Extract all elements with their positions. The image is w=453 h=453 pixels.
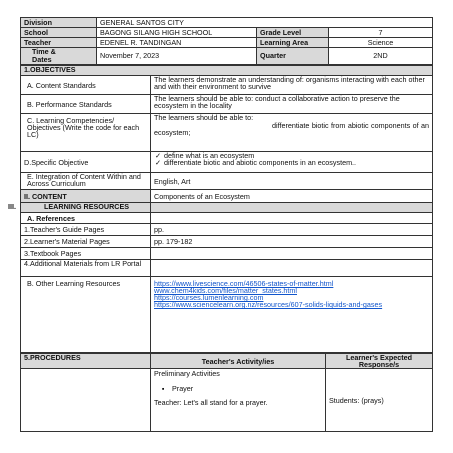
- additional-materials-label: 4.Additional Materials from LR Portal: [21, 260, 151, 277]
- objectives-heading: 1.OBJECTIVES: [21, 66, 433, 76]
- teacher-guide-label: 1.Teacher's Guide Pages: [21, 224, 151, 236]
- learner-material-value: pp. 179-182: [151, 236, 433, 248]
- resources-heading: LEARNING RESOURCES: [44, 202, 130, 211]
- header-table: [20, 17, 433, 65]
- time-label: Time &: [32, 47, 56, 56]
- competencies-value: [151, 114, 433, 152]
- teacher-line: Teacher: Let's all stand for a prayer.: [154, 398, 268, 407]
- division-label: Division: [21, 18, 97, 28]
- other-resources-links: [151, 277, 433, 353]
- additional-materials-value: [151, 260, 433, 277]
- learner-material-label: 2.Learner's Material Pages: [21, 236, 151, 248]
- preliminary-activities: Preliminary Activities: [154, 369, 220, 378]
- content-standards-label: A. Content Standards: [21, 76, 151, 95]
- references-value: [151, 213, 433, 224]
- resources-heading-blank: [151, 203, 433, 213]
- content-standards-value: The learners demonstrate an understanding of: organisms interacting with each other and with their environment to survive: [151, 76, 433, 95]
- division-value: GENERAL SANTOS CITY: [97, 18, 433, 28]
- procedures-label-blank: [21, 369, 151, 432]
- resources-roman: III.: [8, 202, 16, 211]
- time-value: November 7, 2023: [97, 48, 257, 65]
- textbook-label: 3.Textbook Pages: [21, 248, 151, 260]
- quarter-label: Quarter: [257, 48, 329, 65]
- resource-link[interactable]: https://www.livescience.com/46506-states-of-matter.html: [154, 279, 334, 288]
- competencies-intro: The learners should be able to:: [154, 113, 254, 122]
- teacher-value: EDENEL R. TANDINGAN: [97, 38, 257, 48]
- specific-objective-value: [151, 152, 433, 173]
- resource-link[interactable]: www.chem4kids.com/files/matter_states.html: [154, 286, 297, 295]
- area-value: Science: [329, 38, 433, 48]
- quarter-value: 2ND: [329, 48, 433, 65]
- main-table: [8, 65, 433, 353]
- references-label: A. References: [21, 213, 151, 224]
- teacher-label: Teacher: [21, 38, 97, 48]
- other-resources-label: B. Other Learning Resources: [21, 277, 151, 353]
- competencies-text: differentiate biotic from abiotic components of an ecosystem;: [154, 121, 429, 137]
- specific-objective-item: ✓ define what is an ecosystem: [164, 152, 429, 159]
- resources-heading-cell: [8, 202, 151, 213]
- specific-objective-list: [154, 152, 429, 166]
- performance-standards-label: B. Performance Standards: [21, 95, 151, 114]
- bullet-icon: ▪: [161, 384, 165, 393]
- learner-response-heading: Learner's Expected Response/s: [326, 354, 433, 369]
- content-value: Components of an Ecosystem: [151, 190, 433, 203]
- school-label: School: [21, 28, 97, 38]
- dates-label: Dates: [32, 55, 52, 64]
- procedures-heading: 5.PROCEDURES: [21, 354, 151, 369]
- integration-label: E. Integration of Content Within and Across Curriculum: [21, 173, 151, 190]
- area-label: Learning Area: [257, 38, 329, 48]
- content-heading: II. CONTENT: [21, 190, 151, 203]
- resource-link[interactable]: https://www.sciencelearn.org.nz/resources/607-solids-liquids-and-gases: [154, 300, 383, 309]
- teacher-guide-value: pp.: [151, 224, 433, 236]
- student-line: Students: (prays): [329, 395, 384, 405]
- prayer-item: [154, 385, 322, 392]
- resource-link[interactable]: https://courses.lumenlearning.com: [154, 293, 264, 302]
- specific-objective-item: ✓ differentiate biotic and abiotic components in an ecosystem..: [164, 159, 429, 166]
- competencies-label: C. Learning Competencies/ Objectives (Write the code for each LC): [21, 114, 151, 152]
- textbook-value: [151, 248, 433, 260]
- procedures-table: [20, 353, 433, 432]
- grade-label: Grade Level: [257, 28, 329, 38]
- teacher-activity-heading: Teacher's Activity/ies: [151, 354, 326, 369]
- integration-value: English, Art: [151, 173, 433, 190]
- teacher-activity-cell: [151, 369, 326, 432]
- prayer-text: Prayer: [172, 384, 194, 393]
- specific-objective-label: D.Specific Objective: [21, 152, 151, 173]
- lesson-plan: [8, 17, 433, 432]
- time-dates-label: [21, 48, 97, 65]
- school-value: BAGONG SILANG HIGH SCHOOL: [97, 28, 257, 38]
- performance-standards-value: The learners should be able to: conduct a collaborative action to preserve the ecosystem in the locality: [151, 95, 433, 114]
- learner-response-cell: [326, 369, 433, 432]
- grade-value: 7: [329, 28, 433, 38]
